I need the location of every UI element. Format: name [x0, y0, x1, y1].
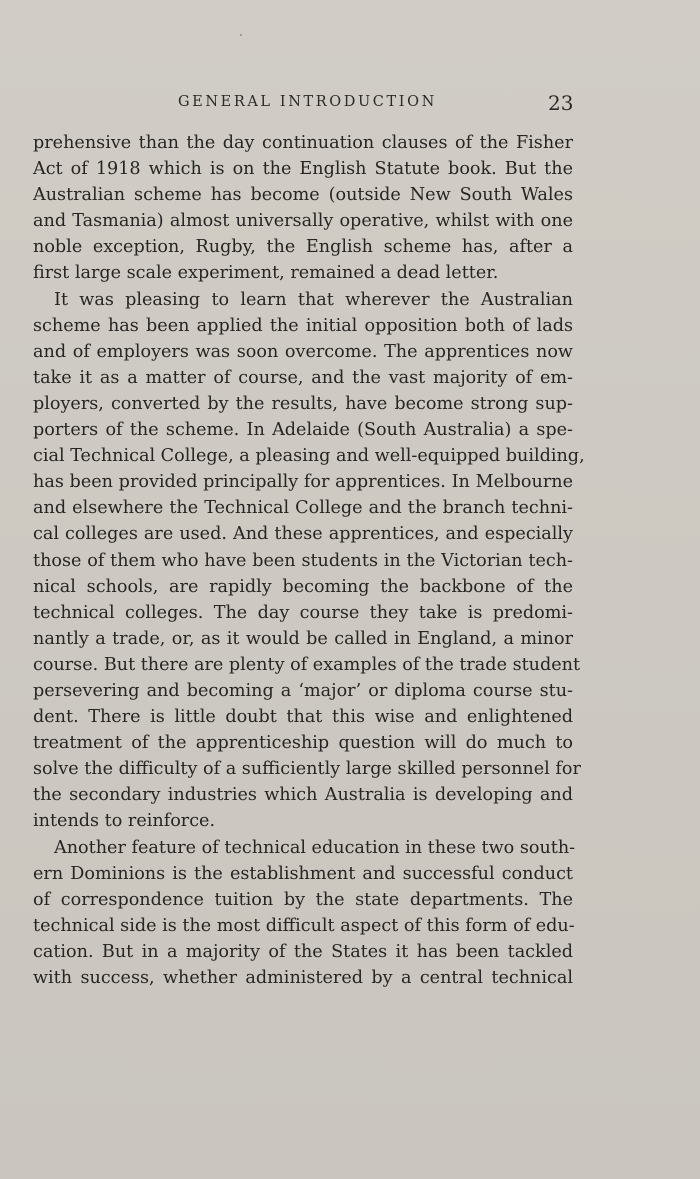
- text-line: dent. There is little doubt that this wise and enlightened: [33, 707, 573, 728]
- paragraph-start-line: It was pleasing to learn that wherever the Australian: [54, 289, 573, 310]
- text-line: cal colleges are used. And these apprentices, and especially: [33, 524, 573, 545]
- text-line: and elsewhere the Technical College and the branch techni-: [33, 498, 573, 519]
- text-line: technical side is the most difficult aspect of this form of edu-: [33, 915, 575, 936]
- text-line: porters of the scheme. In Adelaide (South Australia) a spe-: [33, 420, 573, 441]
- running-head: GENERAL INTRODUCTION: [178, 94, 437, 110]
- text-line: technical colleges. The day course they take is predomi-: [33, 602, 573, 623]
- text-line: ern Dominions is the establishment and successful conduct: [33, 863, 573, 884]
- text-line: cial Technical College, a pleasing and well-equipped building,: [33, 446, 585, 467]
- text-line: scheme has been applied the initial opposition both of lads: [33, 315, 573, 336]
- text-line: nantly a trade, or, as it would be called in England, a minor: [33, 628, 573, 649]
- text-line: take it as a matter of course, and the vast majority of em-: [33, 367, 573, 388]
- text-line: course. But there are plenty of examples of the trade student: [33, 654, 581, 675]
- text-line: Act of 1918 which is on the English Statute book. But the: [33, 159, 573, 180]
- text-line: cation. But in a majority of the States it has been tackled: [33, 941, 573, 962]
- text-line: and Tasmania) almost universally operative, whilst with one: [33, 211, 573, 232]
- text-line: ployers, converted by the results, have become strong sup-: [33, 393, 573, 414]
- text-line: nical schools, are rapidly becoming the backbone of the: [33, 576, 573, 597]
- page-number: 23: [548, 91, 574, 115]
- text-line: persevering and becoming a ‘major’ or diploma course stu-: [33, 680, 573, 701]
- text-line: solve the difficulty of a sufficiently large skilled personnel for: [33, 759, 581, 780]
- text-line: Australian scheme has become (outside New South Wales: [33, 185, 573, 206]
- text-line: with success, whether administered by a central technical: [33, 968, 573, 988]
- text-line: prehensive than the day continuation clauses of the Fisher: [33, 133, 573, 153]
- text-line: first large scale experiment, remained a dead letter.: [33, 263, 499, 284]
- text-line: the secondary industries which Australia is developing and: [33, 785, 573, 806]
- paper-speck: [240, 34, 242, 36]
- body-text: [33, 130, 585, 991]
- text-line: has been provided principally for apprentices. In Melbourne: [33, 472, 573, 493]
- text-line: those of them who have been students in the Victorian tech-: [33, 550, 573, 571]
- paragraph-start-line: Another feature of technical education in these two south-: [54, 837, 576, 858]
- text-line: intends to reinforce.: [33, 811, 216, 832]
- text-line: noble exception, Rugby, the English scheme has, after a: [33, 237, 573, 258]
- page-header: [0, 91, 700, 118]
- text-line: treatment of the apprenticeship question will do much to: [33, 733, 573, 754]
- text-line: and of employers was soon overcome. The apprentices now: [33, 341, 573, 362]
- text-line: of correspondence tuition by the state departments. The: [33, 889, 573, 910]
